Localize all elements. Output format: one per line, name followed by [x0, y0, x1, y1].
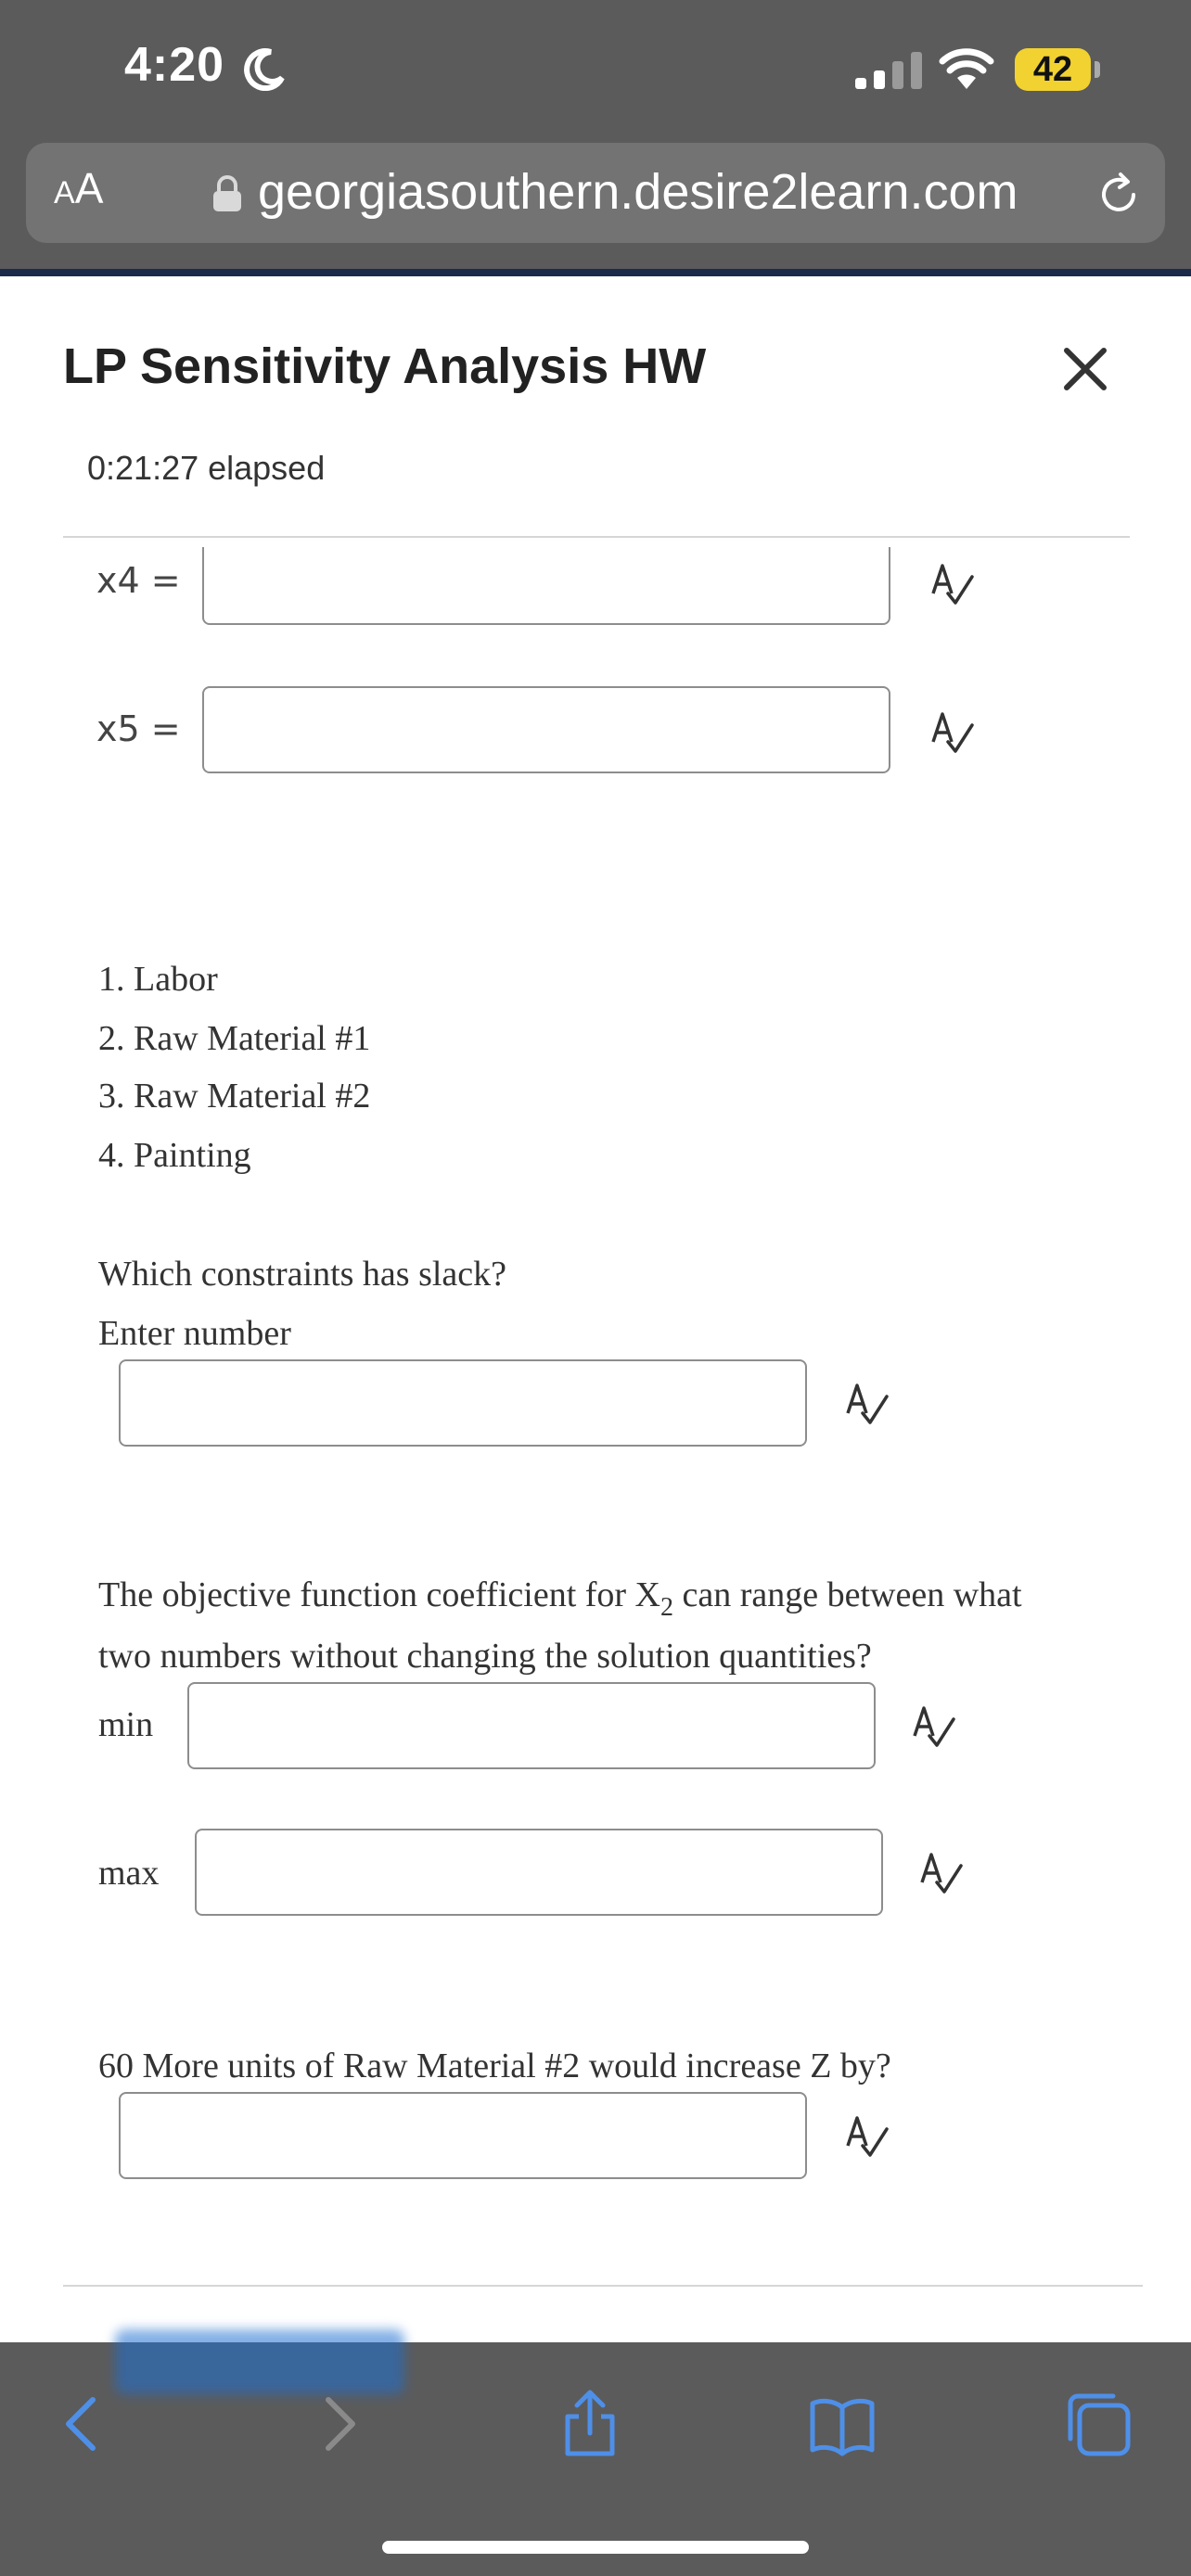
- quiz-content[interactable]: [0, 547, 1191, 2342]
- list-item: 3. Raw Material #2: [98, 1077, 371, 1116]
- raw-material-question: 60 More units of Raw Material #2 would increase Z by?: [98, 2047, 891, 2085]
- signal-icon: [855, 52, 922, 89]
- home-indicator: [382, 2541, 809, 2554]
- browser-top-chrome: [0, 0, 1191, 274]
- moon-icon: [243, 46, 288, 91]
- range-question-line2: two numbers without changing the solution quantities?: [98, 1637, 872, 1676]
- back-icon[interactable]: [46, 2389, 117, 2459]
- lock-icon: [211, 174, 243, 213]
- list-item: 4. Painting: [98, 1136, 251, 1175]
- spellcheck-icon[interactable]: [844, 2112, 890, 2159]
- battery-indicator: 42: [1015, 48, 1091, 91]
- page-top-border: [0, 269, 1191, 276]
- bookmarks-icon[interactable]: [807, 2389, 877, 2459]
- address-bar[interactable]: [26, 143, 1165, 243]
- submit-button-peek[interactable]: [115, 2329, 404, 2394]
- spellcheck-icon[interactable]: [918, 1849, 965, 1895]
- elapsed-timer: 0:21:27 elapsed: [87, 449, 326, 487]
- spellcheck-icon[interactable]: [929, 560, 976, 606]
- slack-input[interactable]: [119, 1359, 807, 1447]
- footer-divider: [63, 2285, 1143, 2287]
- close-icon[interactable]: [1061, 345, 1109, 393]
- max-input[interactable]: [195, 1829, 883, 1916]
- max-label: max: [98, 1854, 160, 1893]
- wifi-icon: [939, 48, 994, 91]
- status-time: 4:20: [124, 38, 225, 92]
- spellcheck-icon[interactable]: [844, 1380, 890, 1426]
- x4-input[interactable]: [202, 547, 890, 625]
- reload-icon[interactable]: [1093, 169, 1145, 221]
- spellcheck-icon[interactable]: [911, 1702, 957, 1749]
- x5-input[interactable]: [202, 686, 890, 773]
- share-icon[interactable]: [555, 2389, 625, 2459]
- url-text[interactable]: georgiasouthern.desire2learn.com: [258, 164, 1018, 220]
- header-divider: [63, 536, 1130, 538]
- min-label: min: [98, 1705, 154, 1744]
- tabs-icon[interactable]: [1063, 2389, 1133, 2459]
- page-title: LP Sensitivity Analysis HW: [63, 338, 707, 394]
- forward-icon[interactable]: [304, 2389, 375, 2459]
- x5-label: x5 =: [96, 708, 181, 749]
- raw-material-input[interactable]: [119, 2092, 807, 2179]
- list-item: 1. Labor: [98, 960, 218, 999]
- text-size-button[interactable]: AA: [54, 164, 104, 212]
- list-item: 2. Raw Material #1: [98, 1019, 371, 1058]
- battery-nub: [1095, 61, 1100, 78]
- slack-hint: Enter number: [98, 1314, 291, 1353]
- x4-label: x4 =: [96, 560, 181, 601]
- spellcheck-icon[interactable]: [929, 708, 976, 755]
- min-input[interactable]: [187, 1682, 876, 1769]
- range-question: The objective function coefficient for $X_2$ can range between what: [98, 1575, 1022, 1622]
- slack-question: Which constraints has slack?: [98, 1255, 507, 1294]
- browser-bottom-toolbar: [0, 2342, 1191, 2576]
